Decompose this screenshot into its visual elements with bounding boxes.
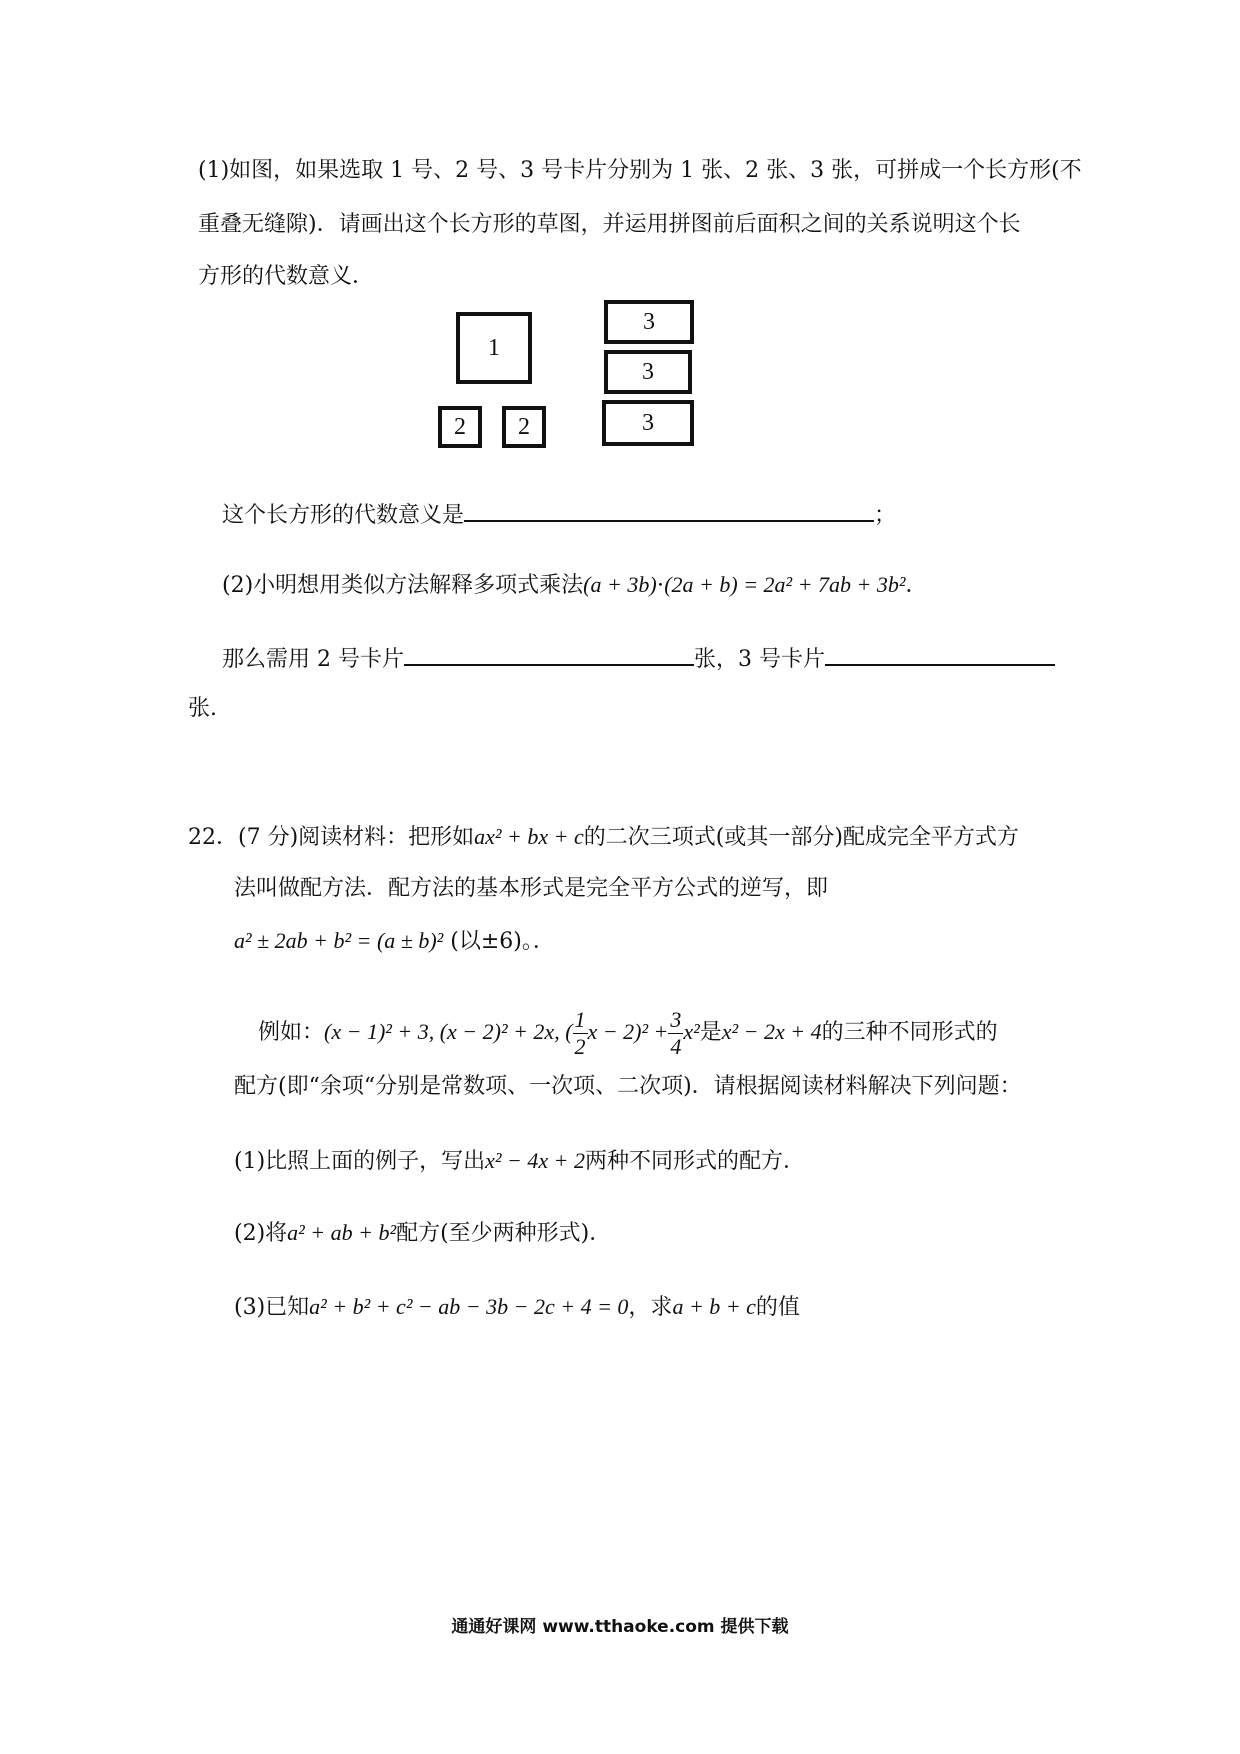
- q22-sub3: [234, 1292, 800, 1323]
- sub1-text-b: 两种不同形式的配方．: [585, 1149, 806, 1174]
- answer-prefix: 这个长方形的代数意义是: [222, 503, 465, 528]
- frac2-num: 3: [670, 1006, 682, 1032]
- footer-credit: 通通好课网 www.tthaoke.com 提供下载: [451, 1617, 789, 1637]
- part1-line3: 方形的代数意义．: [198, 264, 375, 289]
- card2-count-blank[interactable]: [404, 642, 694, 666]
- q22-head: [188, 822, 1019, 853]
- cards-needed-text2: 张，3 号卡片: [693, 647, 825, 672]
- part2-text: (2)小明想用类似方法解释多项式乘法: [222, 573, 584, 598]
- answer-line: [222, 498, 896, 531]
- example-f4: x² − 2x + 4: [721, 1019, 822, 1044]
- sub3-text-a: (3)已知: [234, 1295, 310, 1320]
- example-prefix: 例如：: [258, 1020, 325, 1045]
- example-f3: x²: [683, 1019, 700, 1044]
- part2-end: ．: [905, 573, 928, 598]
- part1-line1: (1)如图，如果选取 1 号、2 号、3 号卡片分别为 1 张、2 张、3 张，可拼成一个长方形(不: [198, 158, 1082, 183]
- example-end: 的三种不同形式的: [821, 1020, 998, 1045]
- card-3a: 3: [604, 300, 694, 344]
- card-3b: 3: [604, 350, 692, 394]
- q22-sub1: [234, 1146, 805, 1177]
- card-3c: 3: [602, 400, 694, 446]
- q22-line3-formula: a² ± 2ab + b² = (a ± b)²: [234, 928, 444, 953]
- sub3-text-c: 的值: [755, 1295, 800, 1320]
- part1-line2: 重叠无缝隙)．请画出这个长方形的草图，并运用拼图前后面积之间的关系说明这个长: [198, 212, 1021, 237]
- part2-line: [222, 570, 927, 601]
- q22-example-line: [258, 1004, 998, 1061]
- q22-line3-rest: (以±6)。．: [450, 929, 555, 954]
- q22-head-text: 22．(7 分)阅读材料：把形如: [188, 825, 475, 850]
- q22-line2: 法叫做配方法．配方法的基本形式是完全平方公式的逆写，即: [234, 876, 829, 901]
- sub3-text-b: ，求: [628, 1295, 673, 1320]
- sub1-text-a: (1)比照上面的例子，写出: [234, 1149, 486, 1174]
- fraction-one-half: [573, 1007, 588, 1060]
- example-mid: 是: [699, 1020, 722, 1045]
- card-1: 1: [456, 312, 532, 384]
- frac1-num: 1: [574, 1006, 586, 1032]
- answer-blank[interactable]: [464, 498, 874, 522]
- cards-needed-text1: 那么需用 2 号卡片: [222, 647, 404, 672]
- sub3-formula2: a + b + c: [672, 1294, 756, 1319]
- example-f1: (x − 1)² + 3, (x − 2)² + 2x, (: [324, 1019, 573, 1044]
- q22-head-rest: 的二次三项式(或其一部分)配成完全平方式方: [583, 825, 1019, 850]
- sub2-formula: a² + ab + b²: [287, 1220, 397, 1245]
- card3-count-blank[interactable]: [825, 642, 1055, 666]
- fraction-three-quarters: [668, 1007, 683, 1060]
- q22-sub2: [234, 1218, 611, 1249]
- cards-needed-text3: 张.: [188, 696, 217, 721]
- part2-formula: (a + 3b)⋅(2a + b) = 2a² + 7ab + 3b²: [583, 572, 906, 597]
- frac1-den: 2: [574, 1033, 586, 1059]
- q22-line5: 配方(即“余项“分别是常数项、一次项、二次项)．请根据阅读材料解决下列问题：: [234, 1074, 1022, 1099]
- sub2-text-a: (2)将: [234, 1221, 288, 1246]
- q22-head-formula: ax² + bx + c: [474, 824, 584, 849]
- sub3-formula: a² + b² + c² − ab − 3b − 2c + 4 = 0: [309, 1294, 629, 1319]
- answer-suffix: ；: [874, 503, 897, 528]
- example-f2: x − 2)² +: [587, 1019, 669, 1044]
- card-2a: 2: [438, 406, 482, 448]
- cards-needed-line: [222, 642, 1055, 675]
- frac2-den: 4: [670, 1033, 682, 1059]
- sub2-text-b: 配方(至少两种形式)．: [396, 1221, 612, 1246]
- q22-line3: [234, 926, 555, 957]
- sub1-formula: x² − 4x + 2: [485, 1148, 585, 1173]
- card-2b: 2: [502, 406, 546, 448]
